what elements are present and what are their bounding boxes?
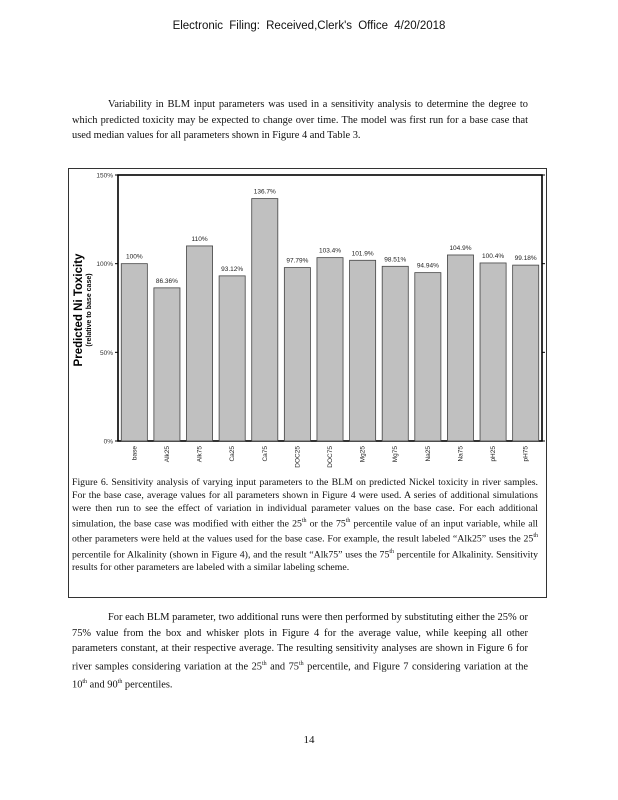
data-label: 93.12% <box>221 265 244 273</box>
caption-fig-label: Figure 6. <box>72 477 109 488</box>
data-label: 103.4% <box>318 247 342 255</box>
x-tick-label: Na25 <box>424 446 432 462</box>
y-tick-label: 50% <box>99 349 113 357</box>
y-axis-title: Predicted Ni Toxicity <box>73 253 85 367</box>
data-label: 104.9% <box>449 244 472 252</box>
caption-sup: th <box>301 518 307 524</box>
x-tick-label: Ca75 <box>261 446 269 462</box>
paragraph-sup: th <box>299 660 304 667</box>
paragraph-sup: th <box>117 678 123 685</box>
x-tick-label: Mg75 <box>392 446 400 463</box>
bar <box>350 260 376 441</box>
x-tick-label: Ca25 <box>229 446 237 462</box>
paragraph-method-text: For each BLM parameter, two additional runs were then performed by substituting either the 25% or 75% value from the box and whisker plots in Figure 4 for the average value, while keeping all other parameters constant, at their respective average. The resulting sensitivity analyses are shown in Figure 6 for river samples considering variation at the 25 <box>72 612 528 673</box>
paragraph-intro-text: Variability in BLM input parameters was used in a sensitivity analysis to determine the degree to which predicted toxicity may be expected to change over time. The model was first run for a base case that used median values for all parameters shown in Figure 4 and Table 3. <box>72 99 528 142</box>
data-label: 94.94% <box>416 262 439 270</box>
paragraph-sup: th <box>82 678 88 685</box>
data-label: 99.18% <box>514 255 537 263</box>
paragraph-method-text: percentiles. <box>122 679 173 691</box>
y-tick-label: 150% <box>96 172 113 180</box>
bar <box>447 255 473 441</box>
y-tick-label: 100% <box>96 261 113 269</box>
filing-header: Electronic Filing: Received,Clerk's Office 4/20/2018 <box>172 20 446 32</box>
bar <box>415 273 441 441</box>
bar <box>121 264 147 441</box>
page-number: 14 <box>303 734 315 746</box>
paragraph-sup: th <box>261 660 267 667</box>
paragraph-method-text: and 90 <box>87 679 118 691</box>
bar <box>186 246 212 441</box>
data-label: 97.79% <box>286 257 309 265</box>
data-label: 86.36% <box>155 277 178 285</box>
paragraph-intro <box>72 97 528 144</box>
sensitivity-bar-chart <box>68 170 547 470</box>
caption-text: percentile for Alkalinity. Sensitivity results for other parameters are labeled with a similar labeling scheme. <box>72 548 538 573</box>
paragraph-method-text: percentile, and Figure 7 considering variation at the 10 <box>72 661 528 691</box>
x-tick-label: Alk25 <box>163 446 171 463</box>
x-tick-label: Na75 <box>457 446 465 462</box>
y-axis-subtitle: (relative to base case) <box>86 273 93 347</box>
bar <box>317 258 343 441</box>
bar <box>513 265 539 441</box>
paragraph-method-text: and 75 <box>266 661 299 673</box>
bar <box>219 276 245 441</box>
x-tick-label: pH25 <box>490 446 498 462</box>
x-tick-label: Mg25 <box>359 446 367 463</box>
x-tick-label: DOC25 <box>294 446 302 468</box>
data-label: 100.4% <box>482 252 505 260</box>
caption-text: percentile value of an input variable, while all other parameters were held at the values used for the base case. For example, the result labeled “Alk25” uses the 25 <box>72 518 539 545</box>
caption-text: or the 75 <box>306 518 346 530</box>
bar <box>480 263 506 441</box>
caption-sup: th <box>389 548 395 555</box>
data-label: 101.9% <box>351 250 374 258</box>
bar <box>154 288 180 441</box>
figure-caption <box>72 476 538 574</box>
data-label: 100% <box>125 253 143 261</box>
caption-text: percentile for Alkalinity (shown in Figure 4), and the result “Alk75” uses the 75 <box>72 548 390 560</box>
data-label: 98.51% <box>384 256 407 264</box>
bar <box>382 266 408 441</box>
caption-text: Sensitivity analysis of varying input parameters to the BLM on predicted Nickel toxicity in river samples. For the base case, average values for all parameters shown in Figure 4 were used. A series of additional simulations were then run to see the effect of variation in individual parameter values on the base case. For each additional simulation, the base case was modified with either the 25 <box>72 477 538 530</box>
data-label: 136.7% <box>253 188 276 196</box>
y-tick-label: 0% <box>103 438 113 446</box>
bar <box>284 268 310 441</box>
paragraph-method <box>72 610 528 693</box>
caption-sup: th <box>345 518 351 524</box>
x-tick-label: pH75 <box>522 446 530 462</box>
x-tick-label: base <box>131 446 139 461</box>
data-label: 110% <box>191 235 208 243</box>
x-tick-label: DOC75 <box>327 446 334 468</box>
x-tick-label: Alk75 <box>196 446 204 463</box>
caption-sup: th <box>533 533 538 540</box>
bar <box>252 199 278 441</box>
